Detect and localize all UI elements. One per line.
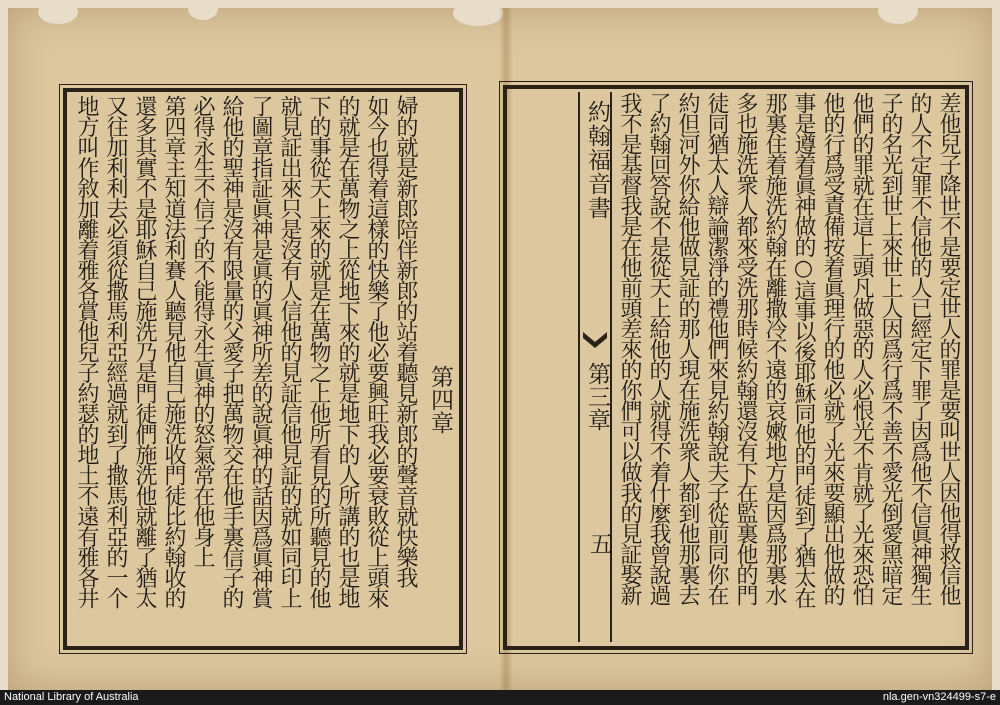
text-column: 差他兒子降世不是要定世人的罪是要叫世人因他得救信他 [936, 92, 961, 605]
text-column: 婦的就是新郎陪伴新郎的站着聽見新郎的聲音就快樂我 [393, 95, 418, 587]
item-identifier: nla.gen-vn324499-s7-e [882, 691, 996, 703]
left-page [72, 95, 456, 645]
text-column: 還多其實不是耶穌自己施洗乃是門徒們施洗他就離了猶太 [132, 95, 157, 608]
text-column: 了圖章指証眞神是眞的眞神所差的說眞神的話因爲眞神賞 [248, 95, 273, 608]
text-column: 第四章主知道法利賽人聽見他自己施洗收門徒比約翰收的 [161, 95, 186, 608]
text-column: 約但河外你給他做見証的那人現在施洗衆人都到他那裏去 [675, 92, 700, 605]
paper-tear [453, 0, 503, 26]
text-column: 徒同猶太人辯論潔淨的禮他們來見約翰說夫子從前同你在 [704, 92, 729, 605]
chapter-label: 第四章 [427, 365, 453, 434]
text-column: 如今也得着這樣的快樂了他必要興旺我必要衰敗從上頭來 [364, 95, 389, 608]
text-column: 就見証出來只是沒有人信他的見証信他見証的就如同印上 [277, 95, 302, 608]
credit-bar [0, 690, 1000, 705]
text-column: 他的行爲受責備按着眞理行的他必就了光來要顯出他做的 [820, 92, 845, 605]
text-column: 的人不定罪不信他的人已經定下罪了因爲他不信眞神獨生 [907, 92, 932, 605]
text-column: 他們的罪就在這上頭凡做惡的人必恨光不肯就了光來恐怕 [849, 92, 874, 605]
text-column: 子的名光到世上來世上人因爲行爲不善不愛光倒愛黑暗定 [878, 92, 903, 605]
text-column: 下的事從天上來的就是在萬物之上他所看見的所聽見的他 [306, 95, 331, 608]
page-number: 五 [586, 532, 612, 555]
paper-tear [38, 0, 78, 24]
text-column: 給他的聖神是沒有限量的父愛子把萬物交在他手裏信子的 [219, 95, 244, 608]
text-column: 又往加利利去必須從撒馬利亞經過就到了撒馬利亞的一个 [103, 95, 128, 608]
center-label-column [578, 92, 612, 642]
book-title: 約翰福音書 [584, 100, 610, 220]
paper-tear [188, 0, 218, 20]
library-credit: National Library of Australia [4, 691, 139, 703]
right-page [511, 92, 963, 642]
left-label-column [423, 95, 453, 645]
text-column: 的就是在萬物之上從地下來的就是地下的人所講的也是地 [335, 95, 360, 608]
text-column: 事是遵着眞神做的○這事以後耶穌同他的門徒到了猶太在 [791, 92, 816, 608]
text-column: 我不是基督我是在他前頭差來的你們可以做我的見証娶新 [617, 92, 642, 605]
text-column: 那裏住着施洗約翰在離撒冷不遠的哀嫩地方是因爲那裏水 [762, 92, 787, 605]
fishtail-ornament-icon [582, 330, 608, 356]
paper-tear [878, 0, 918, 24]
text-column: 必得永生不信子的不能得永生眞神的怒氣常在他身上 [190, 95, 215, 567]
text-column: 多也施洗衆人都來受洗那時候約翰還沒有下在監裏他的門 [733, 92, 758, 605]
text-column: 了約翰回答說不是從天上給他的人就得不着什麼我曾說過 [646, 92, 671, 605]
text-column: 地方叫作敘加離着雅各賞他兒子約瑟的地土不遠有雅各井 [74, 95, 99, 608]
chapter-header: 第三章 [584, 362, 610, 431]
